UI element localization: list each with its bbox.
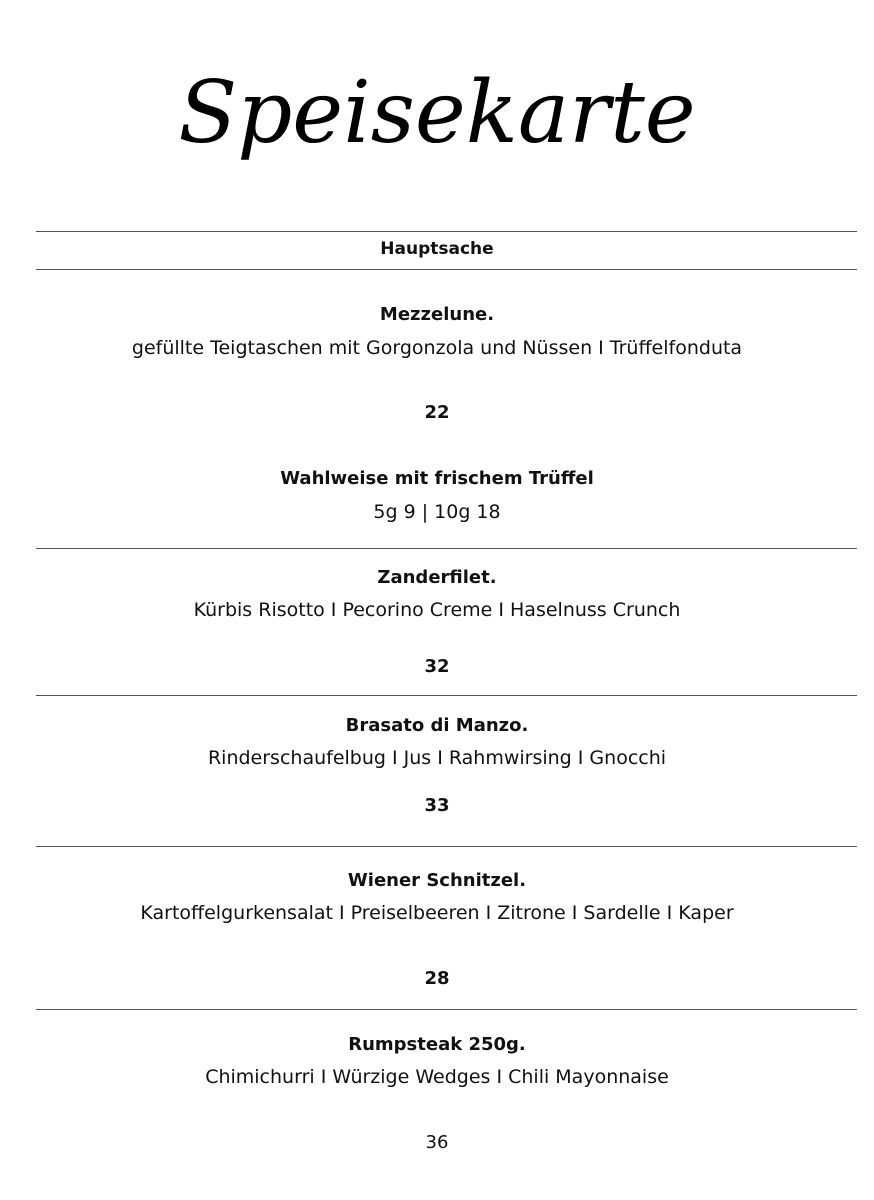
dish-description: Rinderschaufelbug I Jus I Rahmwirsing I Gnocchi — [207, 747, 667, 769]
menu-title: Speisekarte — [178, 63, 696, 163]
dish-price: 36 — [425, 1132, 449, 1153]
dish-price: 32 — [424, 656, 450, 677]
dish-price: 33 — [424, 795, 450, 816]
dish-option-prices: 5g 9 | 10g 18 — [373, 501, 501, 523]
divider — [36, 548, 857, 549]
dish-description: Chimichurri I Würzige Wedges I Chili Mayonnaise — [205, 1066, 669, 1088]
dish-name: Mezzelune. — [379, 304, 495, 325]
divider — [36, 269, 857, 270]
divider — [36, 846, 857, 847]
dish-description: Kürbis Risotto I Pecorino Creme I Haselnuss Crunch — [193, 599, 681, 621]
dish-description: Kartoffelgurkensalat I Preiselbeeren I Zitrone I Sardelle I Kaper — [140, 902, 734, 924]
dish-name: Wiener Schnitzel. — [347, 870, 527, 891]
dish-price: 28 — [424, 968, 450, 989]
dish-description: gefüllte Teigtaschen mit Gorgonzola und Nüssen I Trüffelfonduta — [131, 337, 743, 359]
dish-name: Rumpsteak 250g. — [348, 1034, 526, 1055]
dish-option-name: Wahlweise mit frischem Trüffel — [280, 468, 594, 489]
divider — [36, 695, 857, 696]
dish-name: Brasato di Manzo. — [345, 715, 529, 736]
divider — [36, 231, 857, 232]
dish-price: 22 — [424, 402, 450, 423]
dish-name: Zanderfilet. — [377, 567, 497, 588]
section-heading: Hauptsache — [380, 239, 494, 259]
divider — [36, 1009, 857, 1010]
